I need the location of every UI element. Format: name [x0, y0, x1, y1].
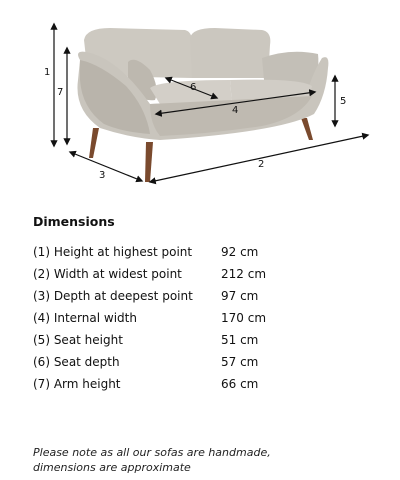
- dimension-value: 170 cm: [221, 311, 267, 325]
- handmade-note: [33, 445, 383, 475]
- dimension-value: 51 cm: [221, 333, 259, 347]
- dimension-label: (7) Arm height: [33, 377, 121, 391]
- dimension-value: 212 cm: [221, 267, 267, 281]
- dim-label-5: 5: [340, 96, 347, 107]
- list-item: [33, 332, 373, 354]
- dimension-value: 57 cm: [221, 355, 259, 369]
- dimension-label: (1) Height at highest point: [33, 245, 193, 259]
- dim-label-7: 7: [57, 87, 64, 98]
- dim-label-2: 2: [258, 159, 265, 170]
- list-item: [33, 266, 373, 288]
- list-item: [33, 288, 373, 310]
- dim-label-4: 4: [232, 105, 239, 116]
- dimension-value: 66 cm: [221, 377, 259, 391]
- dim-label-6: 6: [190, 82, 197, 93]
- dimension-value: 97 cm: [221, 289, 259, 303]
- list-item: [33, 244, 373, 266]
- dimension-label: (2) Width at widest point: [33, 267, 182, 281]
- sofa-illustration: [77, 28, 328, 140]
- dim-label-1: 1: [44, 67, 51, 78]
- dimension-label: (5) Seat height: [33, 333, 123, 347]
- dimension-label: (6) Seat depth: [33, 355, 120, 369]
- dimension-value: 92 cm: [221, 245, 259, 259]
- list-item: [33, 310, 373, 332]
- dimension-list: [33, 244, 373, 398]
- dimension-label: (3) Depth at deepest point: [33, 289, 193, 303]
- dimensions-heading: Dimensions: [33, 214, 115, 229]
- dim-label-3: 3: [99, 170, 106, 181]
- list-item: [33, 354, 373, 376]
- note-line-2: dimensions are approximate: [33, 461, 191, 474]
- sofa-dimension-diagram: [0, 0, 400, 200]
- dimension-label: (4) Internal width: [33, 311, 137, 325]
- note-line-1: Please note as all our sofas are handmade,: [33, 446, 271, 459]
- list-item: [33, 376, 373, 398]
